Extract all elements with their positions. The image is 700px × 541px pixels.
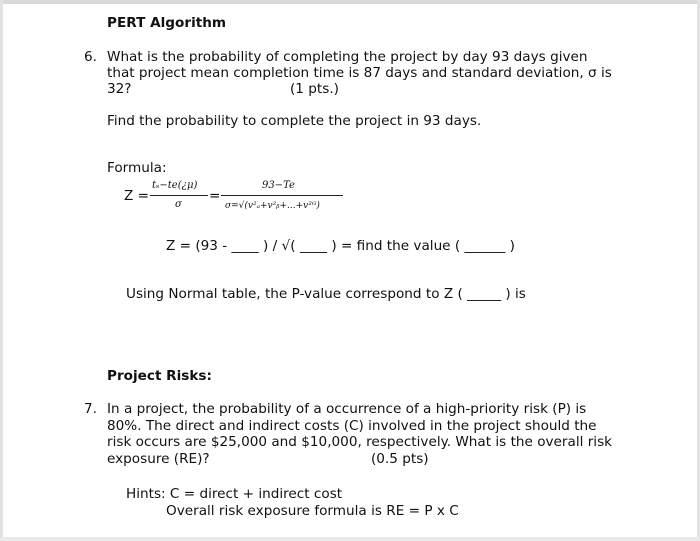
- section-heading-risks: Project Risks:: [107, 368, 212, 384]
- question-7-points: (0.5 pts): [371, 451, 429, 467]
- section-heading-pert: PERT Algorithm: [107, 15, 227, 31]
- formula-numerator-1: tₛ−te(¿μ): [152, 180, 198, 191]
- formula-denominator-1: σ: [175, 199, 182, 210]
- formula-equals: =: [209, 188, 221, 204]
- formula-numerator-2: 93−Te: [262, 180, 295, 191]
- z-calculation-line: Z = (93 - ____ ) / √( ____ ) = find the value ( ______ ): [166, 238, 515, 254]
- question-7-line-1: In a project, the probability of a occurrence of a high-priority risk (P) is: [107, 401, 587, 417]
- formula-fraction-bar-1: [150, 195, 208, 196]
- page-bottom-edge: [0, 537, 700, 541]
- question-7-line-2: 80%. The direct and indirect costs (C) involved in the project should the: [107, 418, 597, 434]
- question-6-number: 6.: [84, 49, 97, 65]
- hint-line-1: Hints: C = direct + indirect cost: [126, 486, 343, 502]
- hint-line-2: Overall risk exposure formula is RE = P x C: [166, 503, 459, 519]
- question-6-points: (1 pts.): [290, 81, 339, 97]
- question-6-line-3: 32?: [107, 81, 132, 97]
- normal-table-line: Using Normal table, the P-value correspond to Z ( _____ ) is: [126, 286, 526, 302]
- question-7-line-3: risk occurs are $25,000 and $10,000, respectively. What is the overall risk: [107, 434, 613, 450]
- formula-lhs: Z =: [124, 188, 150, 204]
- question-6-line-2: that project mean completion time is 87 days and standard deviation, σ is: [107, 65, 612, 81]
- question-6-find-text: Find the probability to complete the project in 93 days.: [107, 113, 482, 129]
- formula-denominator-2: σ=√(v²ₐ+v²ᵦ+...+v²ᴳ): [225, 201, 320, 211]
- page-top-edge: [0, 0, 700, 4]
- question-7-number: 7.: [84, 401, 97, 417]
- question-6-line-1: What is the probability of completing the project by day 93 days given: [107, 49, 588, 65]
- formula-label: Formula:: [107, 160, 167, 176]
- question-7-line-4: exposure (RE)?: [107, 451, 210, 467]
- page-left-edge: [0, 0, 3, 541]
- formula-fraction-bar-2: [221, 195, 343, 196]
